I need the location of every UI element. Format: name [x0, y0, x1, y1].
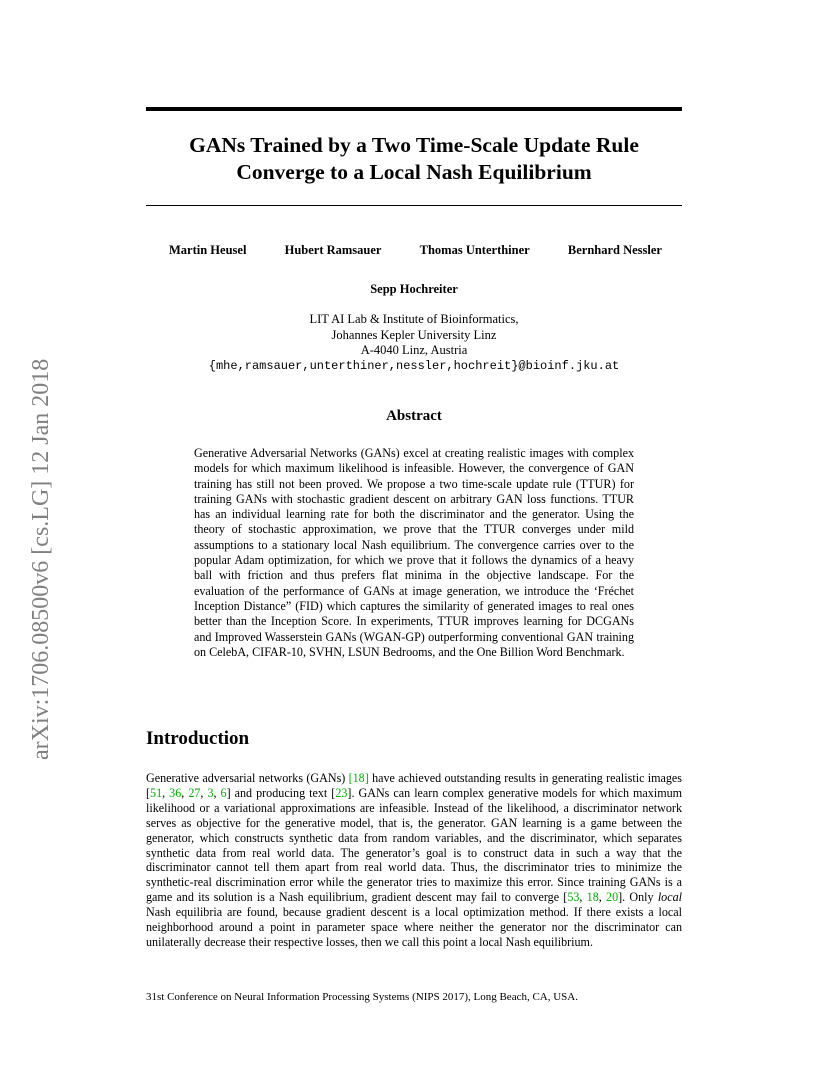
citation-link[interactable]: 23 — [335, 785, 348, 800]
citation-link[interactable]: 27 — [188, 785, 201, 800]
citation-link[interactable]: 18 — [586, 890, 599, 905]
text-run: , — [181, 785, 189, 800]
citation-link[interactable]: 20 — [606, 890, 619, 905]
affiliation-line: LIT AI Lab & Institute of Bioinformatics, — [309, 312, 519, 326]
conference-footnote: 31st Conference on Neural Information Processing Systems (NIPS 2017), Long Beach, CA, USA. — [146, 991, 578, 1003]
text-run: Generative adversarial networks (GANs) — [146, 771, 349, 785]
title-line-1: GANs Trained by a Two Time-Scale Update Rule — [189, 133, 639, 157]
title-line-2: Converge to a Local Nash Equilibrium — [236, 160, 592, 184]
abstract-heading: Abstract — [386, 408, 442, 424]
text-run: , — [162, 785, 170, 800]
author-name: Bernhard Nessler — [567, 243, 662, 257]
text-run: , — [579, 890, 587, 905]
affiliation — [146, 312, 682, 374]
text-run: have achieved outstanding results in generating realistic images [ — [146, 771, 682, 800]
text-run: Nash equilibria are found, because gradient descent is a local optimization method. If there exists a local neighborhood around a point in parameter space where neither the generator nor the discriminator can unilaterally decrease their respective losses, then we call this point a local Nash equilibrium. — [146, 905, 682, 949]
text-run: , — [200, 785, 208, 800]
author-name: Hubert Ramsauer — [284, 243, 382, 257]
emphasis-text: local — [657, 890, 682, 905]
author-name: Sepp Hochreiter — [370, 282, 458, 296]
title-top-rule — [146, 107, 682, 111]
text-run: ]. Only — [618, 890, 658, 905]
citation-link[interactable]: 6 — [220, 785, 227, 800]
author-name: Thomas Unterthiner — [419, 243, 530, 257]
text-run: , — [598, 890, 607, 905]
affiliation-line: Johannes Kepler University Linz — [331, 327, 497, 342]
citation-link[interactable]: 51 — [150, 785, 163, 800]
text-run: , — [213, 785, 221, 800]
affiliation-line: A-4040 Linz, Austria — [360, 343, 468, 357]
citation-link[interactable]: 3 — [207, 785, 214, 800]
author-emails: {mhe,ramsauer,unterthiner,nessler,hochreit}@bioinf.jku.at — [208, 358, 620, 373]
abstract-body: Generative Adversarial Networks (GANs) excel at creating realistic images with complex models for which maximum likelihood is infeasible. However, the convergence of GAN training has still not been proved. We propose a two time-scale update rule (TTUR) for training GANs with stochastic gradient descent on arbitrary GAN loss functions. TTUR has an individual learning rate for both the discriminator and the generator. Using the theory of stochastic approximation, we prove that the TTUR converges under mild assumptions to a stationary local Nash equilibrium. The convergence carries over to the popular Adam optimization, for which we prove that it follows the dynamics of a heavy ball with friction and thus prefers flat minima in the objective landscape. For the evaluation of the performance of GANs at image generation, we introduce the ‘Fréchet Inception Distance” (FID) which captures the similarity of generated images to real ones better than the Inception Score. In experiments, TTUR improves learning for DCGANs and Improved Wasserstein GANs (WGAN-GP) outperforming conventional GAN training on CelebA, CIFAR-10, SVHN, LSUN Bedrooms, and the One Billion Word Benchmark. — [194, 446, 634, 659]
arxiv-sidebar-stamp: arXiv:1706.08500v6 [cs.LG] 12 Jan 2018 — [28, 358, 54, 760]
introduction-paragraph — [146, 771, 682, 950]
paper-title — [146, 132, 682, 186]
section-heading-introduction: Introduction — [146, 728, 250, 749]
author-list — [146, 243, 682, 258]
citation-link[interactable]: 36 — [169, 785, 182, 800]
citation-link[interactable]: [18] — [348, 771, 369, 785]
text-run: ] and producing text [ — [226, 785, 336, 800]
text-run: ]. GANs can learn complex generative models for which maximum likelihood or a variational approximations are infeasible. Instead of the likelihood, a discriminator network serves as objective for the generative model, that is, the generator. GAN learning is a game between the generator, which constructs synthetic data from random variables, and the discriminator, which separates synthetic data from real world data. The generator’s goal is to construct data in such a way that the discriminator cannot tell them apart from real world data. Thus, the discriminator tries to minimize the synthetic-real discrimination error while the generator tries to maximize this error. Since training GANs is a game and its solution is a Nash equilibrium, gradient descent may fail to converge [ — [146, 785, 683, 905]
citation-link[interactable]: 53 — [567, 890, 580, 905]
title-bottom-rule — [146, 205, 682, 206]
author-name: Martin Heusel — [169, 243, 247, 257]
